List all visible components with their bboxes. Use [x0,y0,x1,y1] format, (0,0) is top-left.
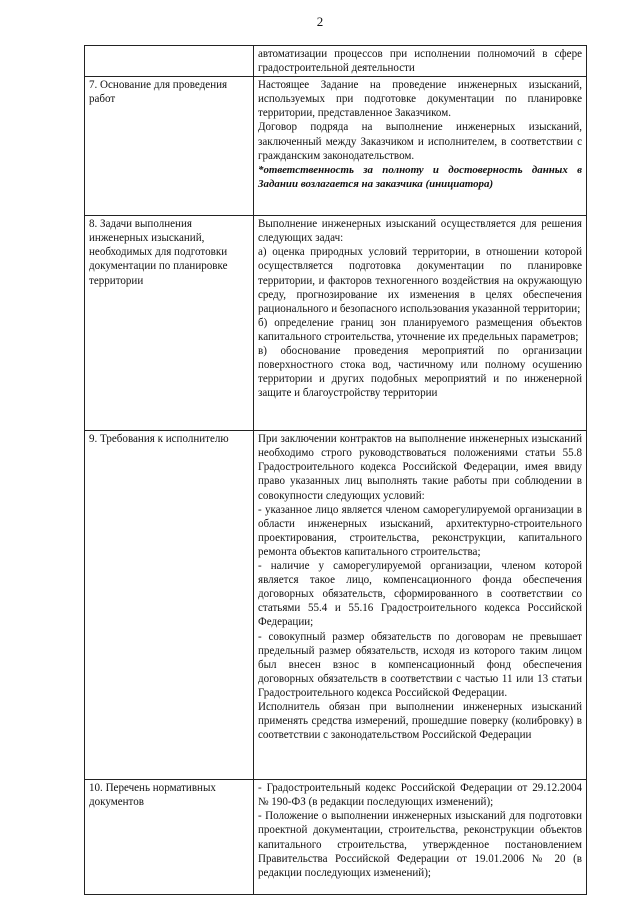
row-content [254,46,587,77]
row-label [85,46,254,77]
table-row [85,77,587,216]
paragraph: Договор подряда на выполнение инженерных изысканий, заключенный между Заказчиком и исполнителем, в соответствии с гражданским законодательством. [258,121,582,162]
row-label: 9. Требования к исполнителю [85,431,254,780]
requirements-table [84,45,587,895]
table-row [85,780,587,895]
paragraph: а) оценка природных условий территории, в отношении которой осуществляется подготовка документации по планировке территории, и факторов техногенного воздействия на окружающую среду, прогнозирование их изменения в целях обеспечения рационального и безопасного использования указанной территории; [258,246,582,315]
row-content [254,780,587,895]
paragraph: - наличие у саморегулируемой организации, членом которой является такое лицо, компенсационного фонда обеспечения договорных обязательств, сформированного в соответствии со статьями 55.4 и 55.16 Градостроительного кодекса Российской Федерации; [258,560,582,629]
paragraph: - Положение о выполнении инженерных изысканий для подготовки проектной документации, строительства, реконструкции объектов капитального строительства, утвержденное постановлением Правительства Российской Федерации от 19.01.2006 № 20 (в редакции последующих изменений); [258,810,582,879]
row-label: 7. Основание для проведения работ [85,77,254,216]
row-content [254,77,587,216]
row-label: 8. Задачи выполнения инженерных изысканий, необходимых для подготовки документации по планировке территории [85,216,254,431]
table-row [85,216,587,431]
paragraph: б) определение границ зон планируемого размещения объектов капитального строительства, уточнение их предельных параметров; [258,316,582,343]
page-number: 2 [316,14,324,29]
paragraph: При заключении контрактов на выполнение инженерных изысканий необходимо строго руководствоваться положениями статьи 55.8 Градостроительного кодекса Российской Федерации, имея ввиду право указанных лиц выполнять такие работы при соблюдении в совокупности следующих условий: [258,433,582,502]
paragraph: - Градостроительный кодекс Российской Федерации от 29.12.2004 № 190-ФЗ (в редакции последующих изменений); [258,782,582,809]
row-label: 10. Перечень нормативных документов [85,780,254,895]
responsibility-note: *ответственность за полноту и достоверность данных в Задании возлагается на заказчика (инициатора) [258,163,582,190]
paragraph: Исполнитель обязан при выполнении инженерных изысканий применять средства измерений, прошедшие поверку (колибровку) в соответствии с законодательством Российской Федерации [258,700,582,742]
table-row [85,431,587,780]
row-content [254,216,587,431]
paragraph: Выполнение инженерных изысканий осуществляется для решения следующих задач: [258,218,582,245]
paragraph: автоматизации процессов при исполнении полномочий в сфере градостроительной деятельности [258,48,582,75]
paragraph: - совокупный размер обязательств по договорам не превышает предельный размер обязательств, исходя из которого таким лицом был внесен взнос в компенсационный фонд обеспечения договорных обязательств в соответствии с частью 11 или 13 статьи Градостроительного кодекса Российской Федерации. [258,630,582,699]
paragraph: Настоящее Задание на проведение инженерных изысканий, используемых при подготовке документации по планировке территории, представленное Заказчиком. [258,79,582,120]
paragraph: - указанное лицо является членом саморегулируемой организации в области инженерных изысканий, архитектурно-строительного проектирования, строительства, реконструкции, капитального ремонта объектов капитального строительства; [258,503,582,558]
paragraph: в) обоснование проведения мероприятий по организации поверхностного стока вод, частичному или полному осушению территории и других подобных мероприятий и по инженерной защите и благоустройству территории [258,345,582,400]
row-content [254,431,587,780]
table-row [85,46,587,77]
